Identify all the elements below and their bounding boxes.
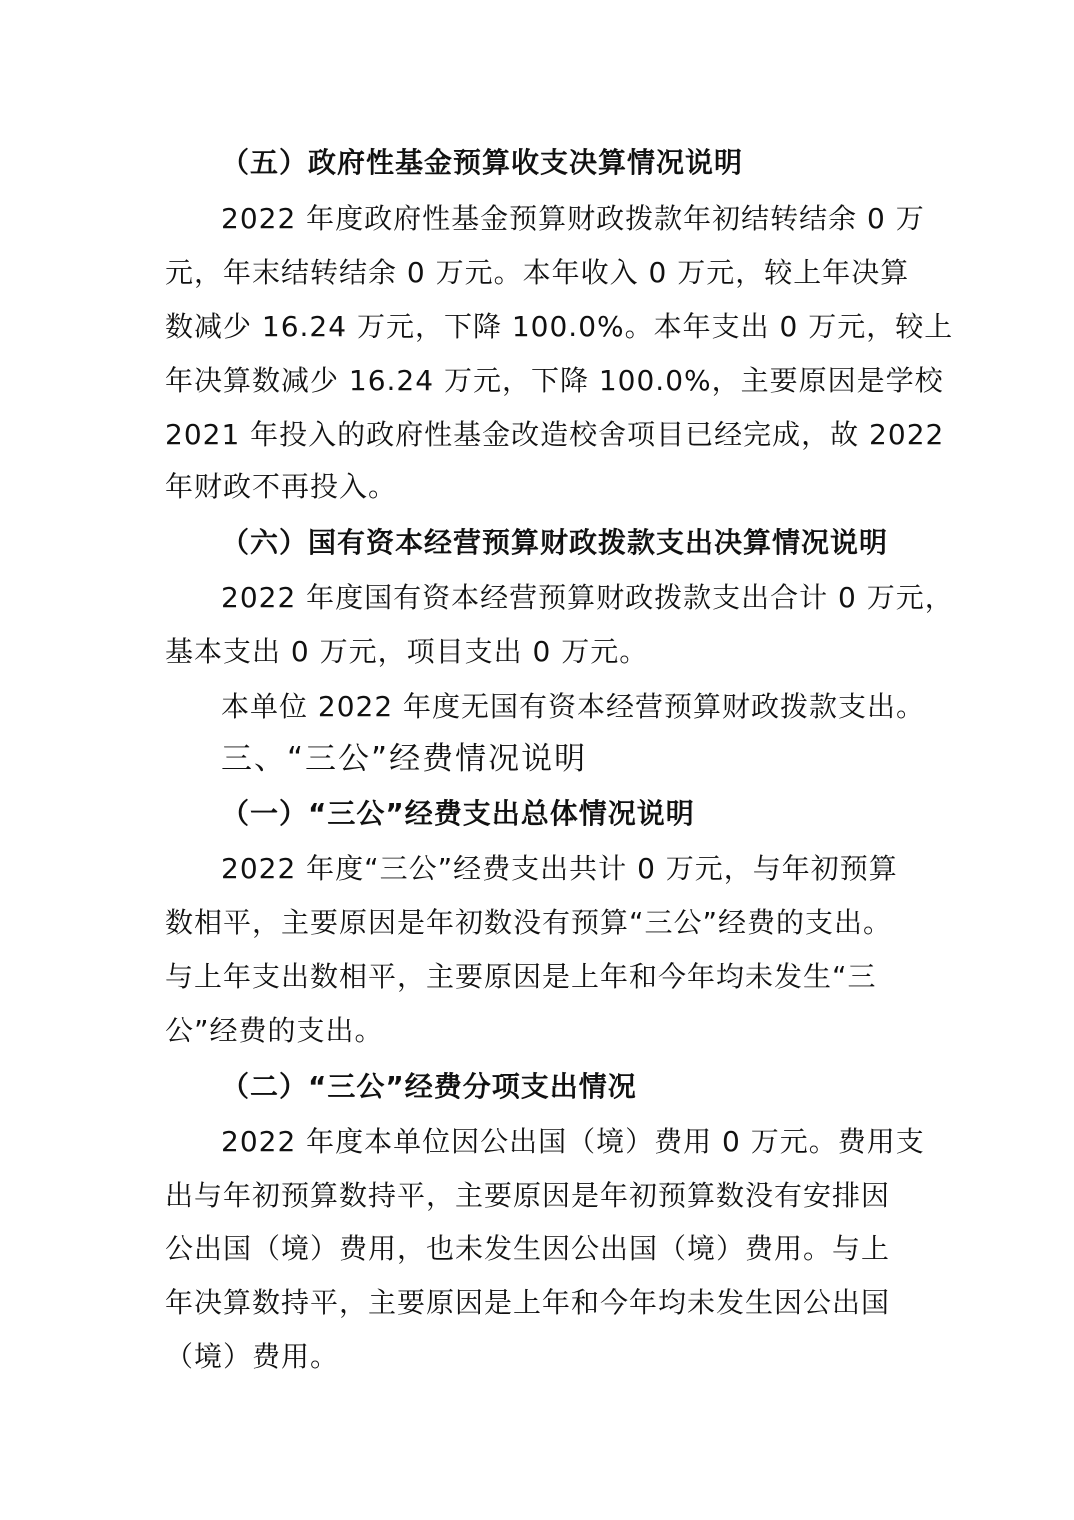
paragraph-line: 公出国（境）费用，也未发生因公出国（境）费用。与上	[165, 1232, 891, 1265]
paragraph-line: 元，年末结转结余 0 万元。本年收入 0 万元，较上年决算	[165, 256, 910, 289]
paragraph-line: 本单位 2022 年度无国有资本经营预算财政拨款支出。	[221, 690, 926, 723]
paragraph-line: 数减少 16.24 万元，下降 100.0%。本年支出 0 万元，较上	[165, 310, 954, 343]
section-heading-state-capital: （六）国有资本经营预算财政拨款支出决算情况说明	[221, 526, 889, 559]
subsection-heading-itemized: （二）“三公”经费分项支出情况	[221, 1070, 637, 1103]
paragraph-line: 2022 年度政府性基金预算财政拨款年初结转结余 0 万	[221, 202, 925, 235]
paragraph-line: 年财政不再投入。	[165, 470, 398, 503]
paragraph-line: 公”经费的支出。	[165, 1014, 384, 1047]
paragraph-line: 与上年支出数相平，主要原因是上年和今年均未发生“三	[165, 960, 877, 993]
paragraph-line: 2021 年投入的政府性基金改造校舍项目已经完成，故 2022	[165, 418, 945, 451]
paragraph-line: 年决算数持平，主要原因是上年和今年均未发生因公出国	[165, 1286, 891, 1319]
section-heading-government-fund: （五）政府性基金预算收支决算情况说明	[221, 146, 744, 179]
paragraph-line: 出与年初预算数持平，主要原因是年初预算数没有安排因	[165, 1179, 891, 1212]
paragraph-line: 年决算数减少 16.24 万元，下降 100.0%，主要原因是学校	[165, 364, 944, 397]
paragraph-line: 2022 年度国有资本经营预算财政拨款支出合计 0 万元，	[221, 581, 954, 614]
chapter-title: 三、“三公”经费情况说明	[221, 741, 588, 777]
paragraph-line: 2022 年度“三公”经费支出共计 0 万元，与年初预算	[221, 852, 898, 885]
subsection-heading-overall: （一）“三公”经费支出总体情况说明	[221, 797, 695, 830]
paragraph-line: 基本支出 0 万元，项目支出 0 万元。	[165, 635, 649, 668]
paragraph-line: 2022 年度本单位因公出国（境）费用 0 万元。费用支	[221, 1125, 925, 1158]
paragraph-line: （境）费用。	[165, 1340, 340, 1373]
paragraph-line: 数相平，主要原因是年初数没有预算“三公”经费的支出。	[165, 906, 893, 939]
